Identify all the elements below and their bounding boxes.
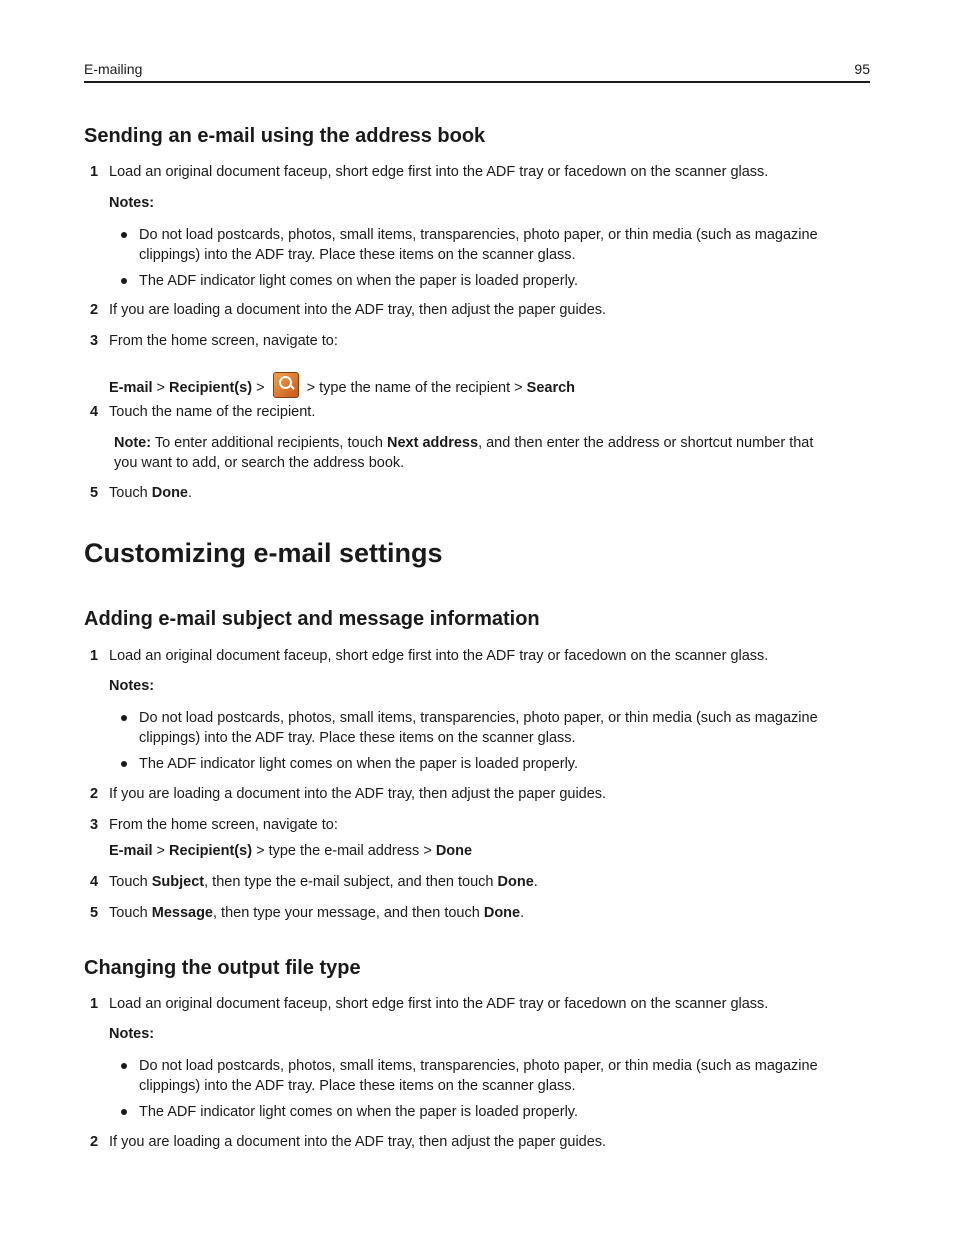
note-text: Do not load postcards, photos, small items, transparencies, photo paper, or thin media (such as magazine (139, 1058, 818, 1074)
step-number: 3 (90, 333, 99, 349)
step-number: 2 (90, 1134, 99, 1150)
note-text: , and then enter the address or shortcut number that (478, 435, 814, 451)
step-text-part: Touch (109, 485, 152, 501)
navigation-path (109, 841, 472, 861)
done-term: Done (151, 485, 188, 501)
step-text-part: Touch (109, 874, 152, 890)
note-text: Do not load postcards, photos, small items, transparencies, photo paper, or thin media (such as magazine (139, 710, 818, 726)
step-number: 1 (90, 996, 99, 1012)
note-text: The ADF indicator light comes on when the paper is loaded properly. (139, 273, 579, 289)
step-text: Touch the name of the recipient. (109, 404, 316, 420)
step-text: Load an original document faceup, short edge first into the ADF tray or facedown on the scanner glass. (109, 648, 769, 664)
path-middle: > type the name of the recipient > (302, 380, 527, 396)
bullet-icon (121, 1063, 127, 1069)
step-text: Load an original document faceup, short edge first into the ADF tray or facedown on the scanner glass. (109, 164, 769, 180)
path-recipients: Recipient(s) (169, 843, 253, 859)
step-number: 1 (90, 164, 99, 180)
bullet-icon (121, 1109, 127, 1115)
step-text: If you are loading a document into the ADF tray, then adjust the paper guides. (109, 302, 607, 318)
step-text: From the home screen, navigate to: (109, 333, 338, 349)
step-text: Load an original document faceup, short edge first into the ADF tray or facedown on the scanner glass. (109, 996, 769, 1012)
step-number: 2 (90, 302, 99, 318)
message-term: Message (151, 905, 213, 921)
step-number: 5 (90, 905, 99, 921)
next-address-term: Next address (386, 435, 479, 451)
path-middle: > type the e-mail address > (252, 843, 436, 859)
step-text-part: . (533, 874, 538, 890)
path-recipients: Recipient(s) (169, 380, 253, 396)
path-done: Done (435, 843, 473, 859)
path-separator: > (152, 843, 170, 859)
section-title-subject-message: Adding e-mail subject and message information (84, 608, 540, 630)
notes-label: Notes: (109, 195, 155, 211)
step-text-part: Touch (109, 905, 152, 921)
note-text: clippings) into the ADF tray. Place these items on the scanner glass. (139, 730, 576, 746)
bullet-icon (121, 761, 127, 767)
navigation-path (109, 372, 575, 398)
note-text: clippings) into the ADF tray. Place these items on the scanner glass. (139, 1078, 576, 1094)
done-term: Done (497, 874, 534, 890)
bullet-icon (121, 715, 127, 721)
note-text: Do not load postcards, photos, small items, transparencies, photo paper, or thin media (such as magazine (139, 227, 818, 243)
header-section: E-mailing (84, 61, 143, 77)
bullet-icon (121, 232, 127, 238)
step-text: From the home screen, navigate to: (109, 817, 338, 833)
step-number: 4 (90, 874, 99, 890)
section-title-output-file-type: Changing the output file type (84, 957, 361, 979)
page-header (84, 60, 870, 83)
step-text: If you are loading a document into the ADF tray, then adjust the paper guides. (109, 1134, 607, 1150)
notes-label: Notes: (109, 678, 155, 694)
note-text: The ADF indicator light comes on when the paper is loaded properly. (139, 756, 579, 772)
note-text: clippings) into the ADF tray. Place these items on the scanner glass. (139, 247, 576, 263)
step-text (109, 872, 538, 892)
path-search: Search (526, 380, 576, 396)
path-email: E-mail (109, 843, 153, 859)
step-text-part: . (187, 485, 193, 501)
subject-term: Subject (151, 874, 205, 890)
step-number: 2 (90, 786, 99, 802)
step-number: 4 (90, 404, 99, 420)
address-book-search-icon (273, 372, 299, 398)
bullet-icon (121, 278, 127, 284)
step-text (109, 903, 524, 923)
section-title-address-book: Sending an e-mail using the address book (84, 125, 486, 147)
chapter-title: Customizing e-mail settings (84, 538, 443, 568)
notes-label: Notes: (109, 1026, 155, 1042)
step-text-part: . (520, 905, 525, 921)
step-text: If you are loading a document into the ADF tray, then adjust the paper guides. (109, 786, 607, 802)
note-paragraph (114, 433, 813, 453)
path-separator: > (252, 380, 269, 396)
note-text: you want to add, or search the address book. (114, 455, 405, 471)
step-number: 3 (90, 817, 99, 833)
path-email: E-mail (109, 380, 153, 396)
step-text-part: , then type your message, and then touch (213, 905, 484, 921)
step-text-part: , then type the e-mail subject, and then touch (204, 874, 498, 890)
step-number: 5 (90, 485, 99, 501)
note-text: To enter additional recipients, touch (151, 435, 387, 451)
note-label: Note: (114, 435, 152, 451)
note-text: The ADF indicator light comes on when the paper is loaded properly. (139, 1104, 579, 1120)
done-term: Done (483, 905, 521, 921)
path-separator: > (152, 380, 170, 396)
page-number: 95 (854, 61, 870, 77)
step-number: 1 (90, 648, 99, 664)
step-text (109, 483, 192, 503)
